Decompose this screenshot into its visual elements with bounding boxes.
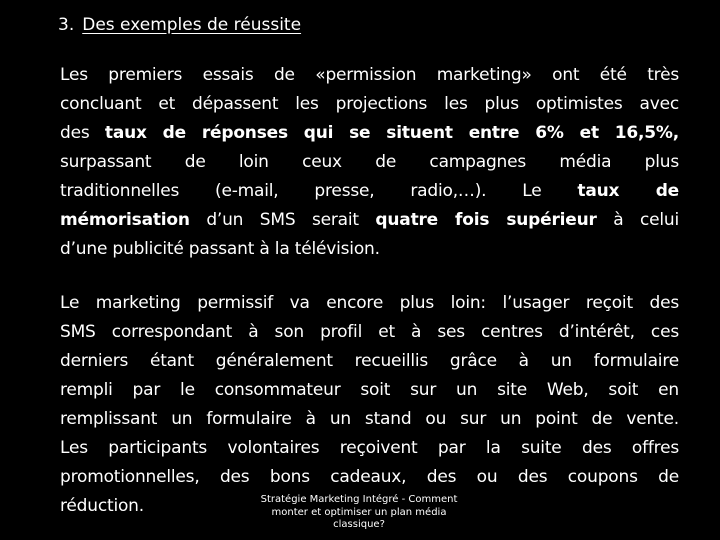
text-line: surpassant de loin ceux de campagnes média plus [60,152,679,172]
text-line: SMS correspondant à son profil et à ses centres d’intérêt, ces [60,322,679,342]
footer-line: monter et optimiser un plan média [271,506,447,518]
paragraph-permission-marketing [60,289,679,521]
text-line: Les premiers essais de «permission marketing» ont été très [60,65,679,85]
text-run: des [60,123,105,143]
section-heading [58,13,301,37]
emphasis-response-rate: taux de réponses qui se situent entre 6% et 16,5%, [104,123,679,143]
emphasis-recall-rate: taux de [577,181,679,201]
text-line [60,119,679,148]
text-line [60,177,679,206]
slide-footer [244,494,474,532]
section-number: 3. [58,15,75,35]
footer-line: classique? [333,519,385,530]
emphasis-four-times: quatre fois supérieur [375,210,597,230]
text-line: Les participants volontaires reçoivent par la suite des offres [60,438,679,458]
text-line [60,206,679,235]
text-line: Le marketing permissif va encore plus loin: l’usager reçoit des [60,293,679,313]
text-run: d’un SMS serait [189,210,376,230]
paragraph-results [60,61,679,264]
text-line: d’une publicité passant à la télévision. [60,239,380,259]
footer-line: Stratégie Marketing Intégré - Comment [260,494,458,505]
text-run: traditionnelles (e-mail, presse, radio,…). Le [60,181,578,201]
emphasis-memorisation: mémorisation [60,210,190,230]
text-line: derniers étant généralement recueillis grâce à un formulaire [60,351,679,371]
text-line: réduction. [60,496,144,516]
text-line: promotionnelles, des bons cadeaux, des ou des coupons de [60,467,679,487]
text-line: rempli par le consommateur soit sur un site Web, soit en [60,380,679,400]
text-line: remplissant un formulaire à un stand ou sur un point de vente. [60,409,679,429]
text-run: à celui [596,210,679,230]
text-line: concluant et dépassent les projections les plus optimistes avec [60,94,679,114]
section-title: Des exemples de réussite [82,15,302,35]
